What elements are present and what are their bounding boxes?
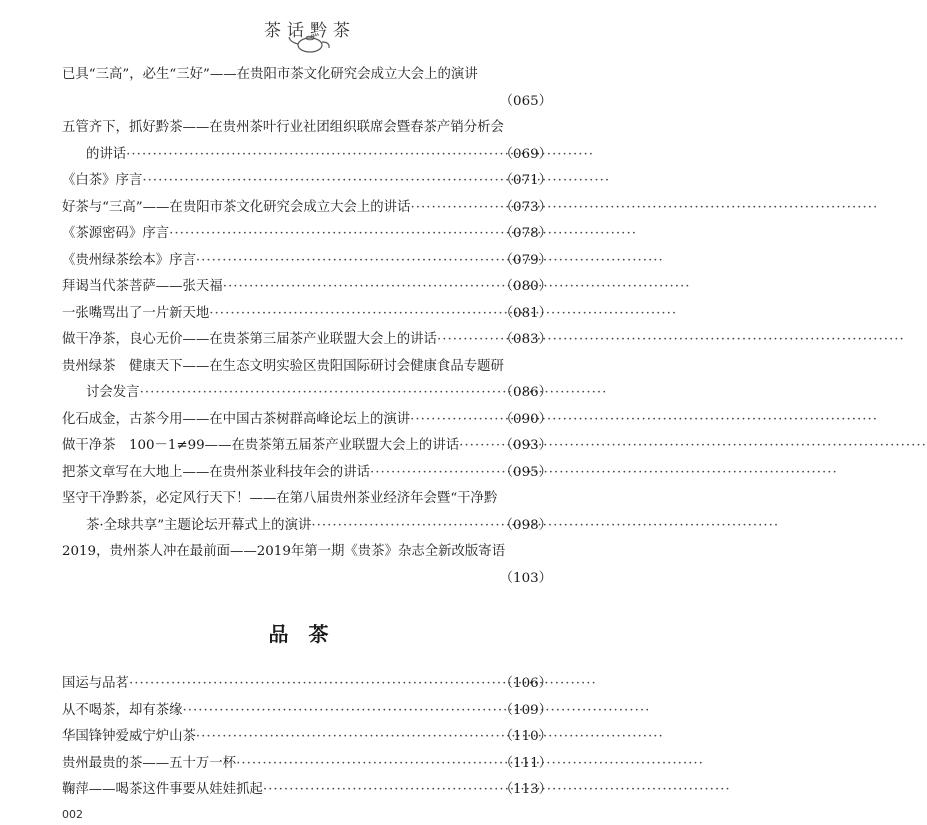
- toc-entry-title: 华国锋钟爱威宁炉山茶: [62, 729, 196, 744]
- toc-entry-title: 的讲话: [86, 146, 127, 162]
- toc-entry-title: 鞠萍——喝茶这件事要从娃娃抓起: [62, 782, 263, 797]
- toc-entry-page: （071）: [499, 173, 552, 188]
- toc-entry[interactable]: [62, 751, 552, 778]
- toc-entry-title: 《茶源密码》序言: [62, 226, 170, 241]
- leader-dots: [196, 248, 496, 275]
- toc-entry-title: 已具“三高”，必生“三好”——在贵阳市茶文化研究会成立大会上的演讲: [62, 67, 478, 82]
- toc-entry-page: （080）: [499, 279, 552, 294]
- toc-entry-title: 一张嘴骂出了一片新天地: [62, 305, 210, 321]
- toc-entry-title: 从不喝茶，却有茶缘: [62, 702, 183, 718]
- toc-entry-title: 2019，贵州茶人冲在最前面——2019年第一期《贵茶》杂志全新改版寄语: [62, 544, 506, 559]
- toc-entry-title: 国运与品茗: [62, 676, 129, 691]
- toc-entry-title: 讨会发言: [86, 385, 140, 400]
- toc-entry[interactable]: [62, 698, 552, 725]
- leader-dots: [311, 513, 495, 540]
- leader-dots: [223, 274, 496, 301]
- toc-section-one: [62, 62, 552, 592]
- toc-entry[interactable]: [62, 354, 552, 381]
- leader-dots: [196, 724, 496, 751]
- toc-entry-title: 做干净茶，良心无价——在贵茶第三届茶产业联盟大会上的讲话: [62, 332, 437, 347]
- toc-entry-page: （079）: [499, 252, 552, 268]
- toc-entry[interactable]: [62, 221, 552, 248]
- toc-entry-page: （083）: [499, 332, 552, 347]
- toc-entry-page: （098）: [499, 517, 552, 533]
- toc-entry-page: （093）: [499, 438, 552, 453]
- toc-entry-page: （065）: [499, 93, 552, 109]
- toc-entry[interactable]: [62, 566, 552, 593]
- section-heading: 品茶: [268, 622, 349, 646]
- toc-entry-page: （111）: [499, 755, 552, 771]
- toc-entry[interactable]: [62, 142, 552, 169]
- toc-entry-page: （081）: [499, 305, 552, 321]
- toc-entry-title: 《贵州绿茶绘本》序言: [62, 252, 196, 268]
- toc-entry-page: （103）: [499, 570, 552, 586]
- leader-dots: [370, 460, 496, 487]
- leader-dots: [459, 433, 496, 460]
- toc-entry-page: （109）: [499, 702, 552, 718]
- toc-entry[interactable]: [62, 89, 552, 116]
- toc-entry-title: 茶·全球共享”主题论坛开幕式上的演讲: [86, 517, 312, 533]
- toc-entry-title: 化石成金，古茶今用——在中国古茶树群高峰论坛上的演讲: [62, 411, 411, 427]
- toc-entry[interactable]: [62, 433, 552, 460]
- leader-dots: [142, 168, 495, 195]
- toc-entry[interactable]: [62, 62, 552, 89]
- toc-entry-title: 做干净茶 100－1≠99——在贵茶第五届茶产业联盟大会上的讲话: [62, 438, 460, 453]
- leader-dots: [183, 698, 496, 725]
- toc-entry-title: 五管齐下，抓好黔茶——在贵州茶叶行业社团组织联席会暨春茶产销分析会: [62, 120, 504, 135]
- toc-entry[interactable]: [62, 513, 552, 540]
- toc-entry[interactable]: [62, 327, 552, 354]
- toc-entry[interactable]: [62, 460, 552, 487]
- toc-entry-page: （090）: [499, 411, 552, 427]
- toc-entry-title: 坚守干净黔茶，必定风行天下！——在第八届贵州茶业经济年会暨“干净黔: [62, 491, 498, 506]
- toc-entry[interactable]: [62, 168, 552, 195]
- leader-dots: [410, 195, 495, 222]
- toc-entry-title: 拜谒当代茶菩萨——张天福: [62, 279, 223, 294]
- toc-entry[interactable]: [62, 539, 552, 566]
- toc-entry[interactable]: [62, 248, 552, 275]
- logo-text: 茶话黔茶: [264, 21, 356, 41]
- leader-dots: [410, 407, 496, 434]
- toc-entry-page: （110）: [499, 729, 552, 744]
- toc-entry[interactable]: [62, 724, 552, 751]
- toc-entry[interactable]: [62, 195, 552, 222]
- toc-entry[interactable]: [62, 380, 552, 407]
- toc-entry[interactable]: [62, 115, 552, 142]
- toc-entry-title: 把茶文章写在大地上——在贵州茶业科技年会的讲话: [62, 464, 370, 480]
- toc-entry[interactable]: [62, 777, 552, 804]
- leader-dots: [169, 221, 496, 248]
- leader-dots: [263, 777, 496, 804]
- toc-entry-page: （073）: [499, 199, 552, 215]
- leader-dots: [129, 671, 496, 698]
- toc-entry-page: （069）: [499, 146, 552, 162]
- toc-entry[interactable]: [62, 671, 552, 698]
- toc-entry-page: （078）: [499, 226, 552, 241]
- toc-entry[interactable]: [62, 274, 552, 301]
- toc-entry[interactable]: [62, 486, 552, 513]
- leader-dots: [209, 301, 495, 328]
- teapot-icon: [286, 32, 334, 54]
- toc-entry-title: 贵州最贵的茶——五十万一杯: [62, 755, 237, 771]
- leader-dots: [126, 142, 495, 169]
- toc-entry-page: （113）: [499, 782, 552, 797]
- toc-section-two: [62, 671, 552, 804]
- toc-entry-page: （086）: [499, 385, 552, 400]
- leader-dots: [236, 751, 496, 778]
- page-number: 002: [62, 808, 83, 821]
- toc-entry-title: 好茶与“三高”——在贵阳市茶文化研究会成立大会上的讲话: [62, 199, 411, 215]
- toc-entry-page: （106）: [499, 676, 552, 691]
- toc-entry[interactable]: [62, 301, 552, 328]
- leader-dots: [437, 327, 496, 354]
- toc-entry-title: 贵州绿茶 健康天下——在生态文明实验区贵阳国际研讨会健康食品专题研: [62, 358, 504, 374]
- leader-dots: [140, 380, 496, 407]
- toc-entry[interactable]: [62, 407, 552, 434]
- toc-entry-title: 《白茶》序言: [62, 173, 143, 188]
- header-logo: [240, 12, 380, 56]
- toc-entry-page: （095）: [499, 464, 552, 480]
